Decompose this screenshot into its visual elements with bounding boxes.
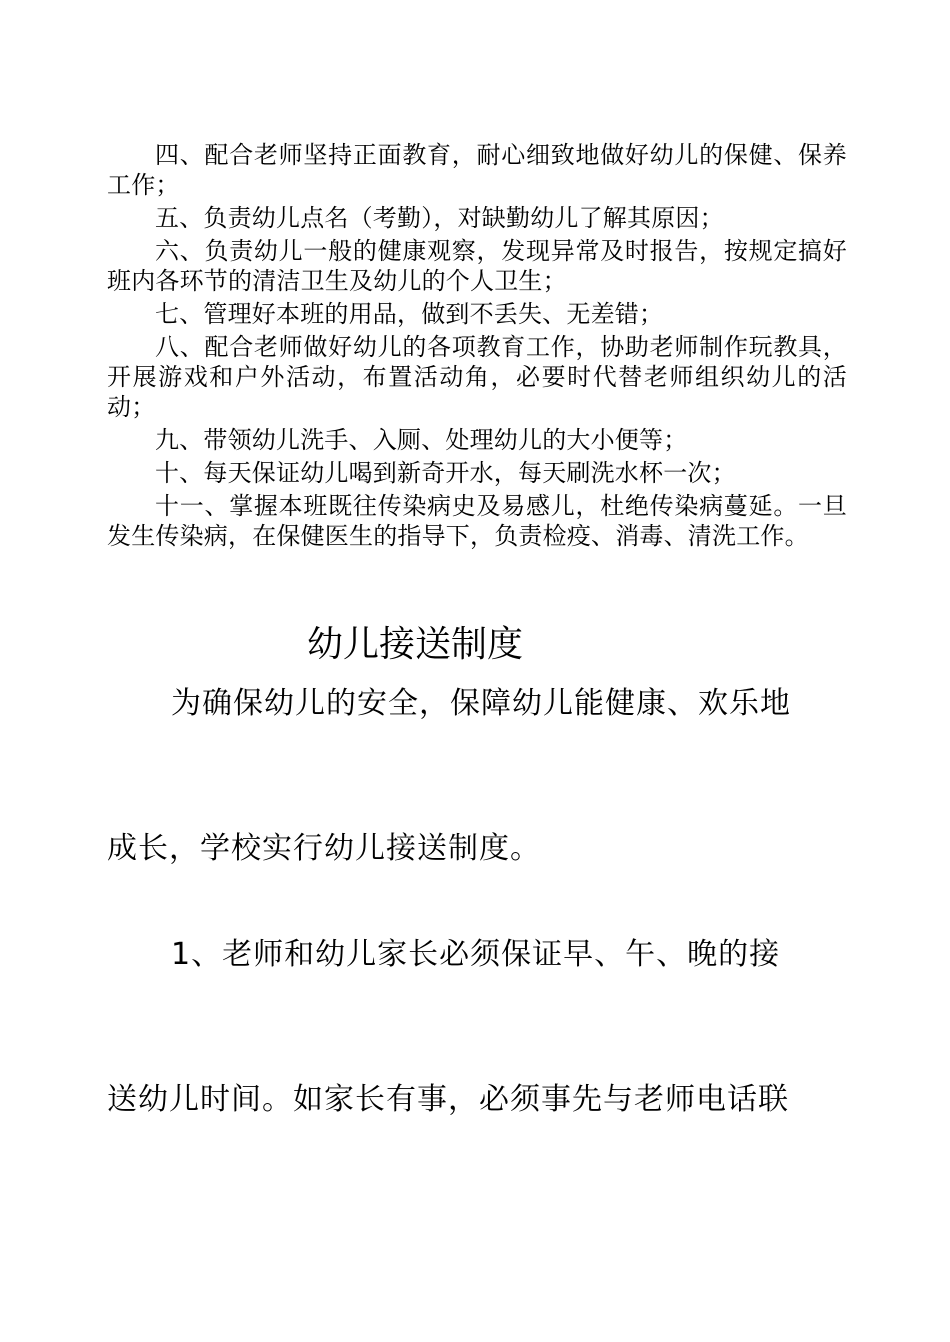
duty-item: 七、管理好本班的用品，做到不丢失、无差错； — [155, 300, 664, 328]
section-line: 送幼儿时间。如家长有事，必须事先与老师电话联 — [107, 1082, 789, 1117]
section-line: 1、老师和幼儿家长必须保证早、午、晚的接 — [171, 937, 781, 972]
duty-item: 五、负责幼儿点名（考勤），对缺勤幼儿了解其原因； — [155, 204, 724, 232]
duty-item: 十、每天保证幼儿喝到新奇开水，每天刷洗水杯一次； — [155, 459, 736, 487]
section-line: 为确保幼儿的安全，保障幼儿能健康、欢乐地 — [171, 686, 791, 721]
duty-item: 十一、掌握本班既往传染病史及易感儿，杜绝传染病蔓延。一旦发生传染病，在保健医生的指导下，负责检疫、消毒、清洗工作。 — [107, 492, 847, 550]
duty-item: 四、配合老师坚持正面教育，耐心细致地做好幼儿的保健、保养工作； — [107, 141, 847, 199]
duty-item: 八、配合老师做好幼儿的各项教育工作，协助老师制作玩教具，开展游戏和户外活动，布置活动角，必要时代替老师组织幼儿的活动； — [107, 333, 847, 421]
duty-list — [107, 140, 847, 554]
duty-item: 九、带领幼儿洗手、入厕、处理幼儿的大小便等； — [155, 426, 688, 454]
section-title: 幼儿接送制度 — [307, 624, 524, 665]
duty-item: 六、负责幼儿一般的健康观察，发现异常及时报告，按规定搞好班内各环节的清洁卫生及幼儿的个人卫生； — [107, 237, 847, 295]
section-line: 成长，学校实行幼儿接送制度。 — [107, 831, 541, 866]
